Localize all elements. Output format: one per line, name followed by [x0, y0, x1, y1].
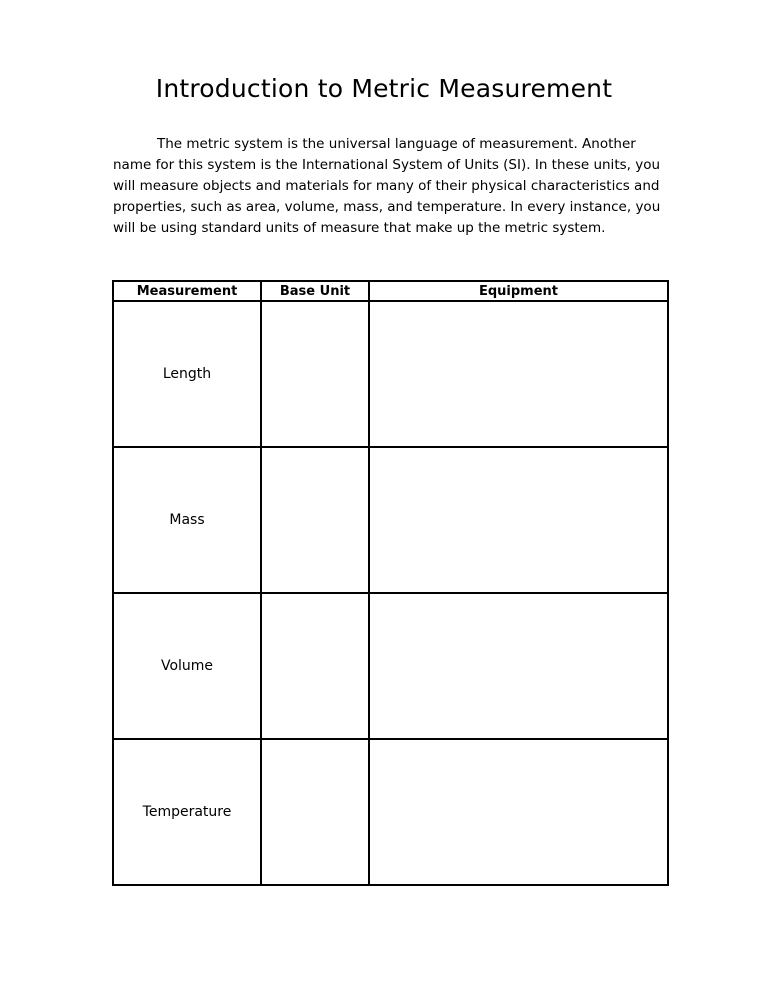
header-equipment: Equipment [369, 281, 668, 301]
measurement-cell: Mass [113, 447, 261, 593]
base-unit-cell[interactable] [261, 739, 369, 885]
base-unit-cell[interactable] [261, 593, 369, 739]
measurement-table [112, 280, 669, 886]
intro-paragraph: The metric system is the universal language of measurement. Another name for this system is the International System of Units (SI). In these units, you will measure objects and materials for many of their physical characteristics and properties, such as area, volume, mass, and temperature. In every instance, you will be using standard units of measure that make up the metric system. [113, 136, 661, 236]
page-title: Introduction to Metric Measurement [155, 74, 613, 103]
table-row-temperature [113, 739, 668, 885]
table-header-row [113, 281, 668, 301]
table-row-mass [113, 447, 668, 593]
header-base-unit: Base Unit [261, 281, 369, 301]
table-row-volume [113, 593, 668, 739]
equipment-cell[interactable] [369, 593, 668, 739]
base-unit-cell[interactable] [261, 301, 369, 447]
measurement-cell: Volume [113, 593, 261, 739]
header-measurement: Measurement [113, 281, 261, 301]
equipment-cell[interactable] [369, 301, 668, 447]
base-unit-cell[interactable] [261, 447, 369, 593]
measurement-cell: Length [113, 301, 261, 447]
equipment-cell[interactable] [369, 739, 668, 885]
measurement-cell: Temperature [113, 739, 261, 885]
equipment-cell[interactable] [369, 447, 668, 593]
table-row-length [113, 301, 668, 447]
